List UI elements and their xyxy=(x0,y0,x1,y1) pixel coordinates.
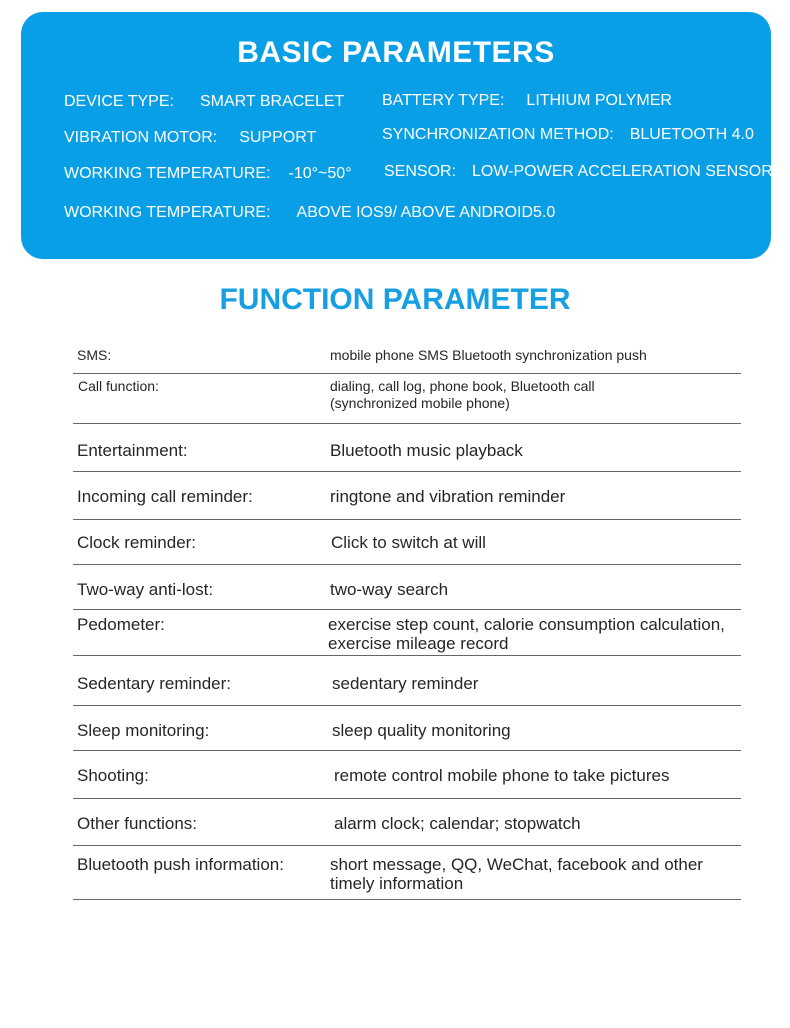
row-value: ringtone and vibration reminder xyxy=(330,487,566,506)
table-row xyxy=(73,846,741,900)
row-key: Two-way anti-lost: xyxy=(77,580,214,599)
row-key: Clock reminder: xyxy=(77,533,197,552)
param-value: LOW-POWER ACCELERATION SENSOR xyxy=(472,163,773,180)
param-value: ABOVE IOS9/ ABOVE ANDROID5.0 xyxy=(296,204,556,221)
row-key: Call function: xyxy=(78,378,159,394)
param-device-type xyxy=(64,93,344,111)
row-value: remote control mobile phone to take pictures xyxy=(334,766,670,785)
param-value: SMART BRACELET xyxy=(199,93,345,110)
table-row xyxy=(73,656,741,706)
table-row xyxy=(73,472,741,520)
row-key: Shooting: xyxy=(77,766,149,785)
param-sync-method xyxy=(382,126,754,144)
param-value: BLUETOOTH 4.0 xyxy=(629,126,754,143)
param-value: -10°~50° xyxy=(288,165,352,182)
param-label: SYNCHRONIZATION METHOD: xyxy=(382,126,614,143)
row-key: Sleep monitoring: xyxy=(77,721,210,740)
row-key: Incoming call reminder: xyxy=(77,487,253,506)
table-row xyxy=(73,751,741,799)
row-value: dialing, call log, phone book, Bluetooth call (synchronized mobile phone) xyxy=(330,378,595,411)
row-value: alarm clock; calendar; stopwatch xyxy=(334,814,581,833)
row-key: Pedometer: xyxy=(77,615,165,634)
row-value: Bluetooth music playback xyxy=(330,441,523,460)
param-label: WORKING TEMPERATURE: xyxy=(64,204,271,221)
table-row xyxy=(73,799,741,846)
param-label: SENSOR: xyxy=(384,163,457,180)
basic-parameters-title: BASIC PARAMETERS xyxy=(237,36,555,69)
param-system-requirement xyxy=(64,204,555,222)
param-value: SUPPORT xyxy=(239,129,317,146)
param-label: WORKING TEMPERATURE: xyxy=(64,165,271,182)
table-row xyxy=(73,706,741,751)
row-value: mobile phone SMS Bluetooth synchronization push xyxy=(330,347,647,363)
param-label: VIBRATION MOTOR: xyxy=(64,129,218,146)
param-vibration-motor xyxy=(64,129,316,147)
table-row xyxy=(73,424,741,472)
table-row xyxy=(73,340,741,374)
row-key: Other functions: xyxy=(77,814,198,833)
param-label: DEVICE TYPE: xyxy=(64,93,174,110)
row-value: exercise step count, calorie consumption calculation, exercise mileage record xyxy=(328,615,725,653)
row-value: short message, QQ, WeChat, facebook and other timely information xyxy=(330,855,703,893)
table-row xyxy=(73,520,741,565)
row-value: two-way search xyxy=(330,580,449,599)
row-value: sedentary reminder xyxy=(332,674,479,693)
param-working-temperature xyxy=(64,165,352,183)
function-parameter-title: FUNCTION PARAMETER xyxy=(219,283,571,316)
row-key: SMS: xyxy=(77,347,112,363)
row-key: Sedentary reminder: xyxy=(77,674,232,693)
param-value: LITHIUM POLYMER xyxy=(526,92,672,109)
row-value: Click to switch at will xyxy=(331,533,486,552)
table-row xyxy=(73,565,741,610)
table-row xyxy=(73,374,741,424)
basic-parameters-card xyxy=(21,12,771,259)
row-key: Entertainment: xyxy=(77,441,188,460)
param-label: BATTERY TYPE: xyxy=(382,92,505,109)
param-battery-type xyxy=(382,92,672,110)
table-row xyxy=(73,610,741,656)
param-sensor xyxy=(384,163,773,181)
row-value: sleep quality monitoring xyxy=(332,721,511,740)
row-key: Bluetooth push information: xyxy=(77,855,284,874)
